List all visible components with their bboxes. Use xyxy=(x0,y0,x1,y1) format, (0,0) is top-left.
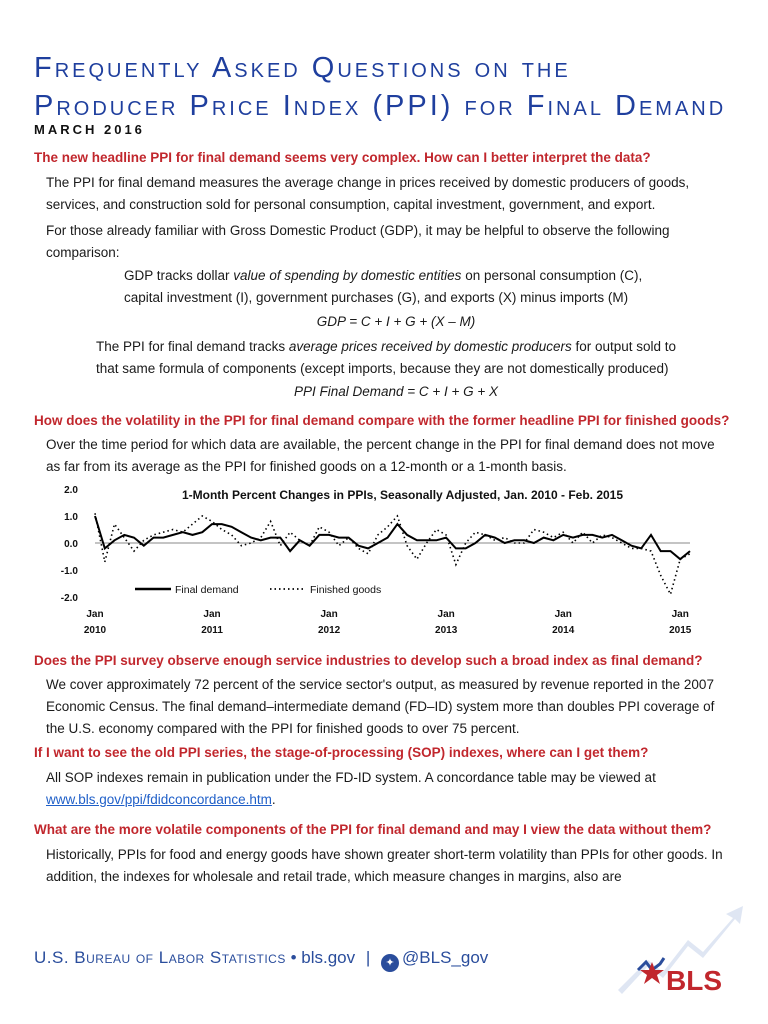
answer-text: . xyxy=(271,792,276,807)
ppi-equation: PPI Final Demand = C + I + G + X xyxy=(293,384,499,399)
footer xyxy=(34,948,488,972)
answer-paragraph: For those already familiar with Gross Domestic Product (GDP), it may be helpful to observe the following comparison: xyxy=(46,223,670,260)
ppi-text: for output sold to that same formula of components (except imports, because they are not domestically produced) xyxy=(96,339,677,376)
chart-lines xyxy=(95,513,690,594)
x-tick-label: Jan xyxy=(320,609,338,620)
chart-axes xyxy=(61,485,692,636)
ppi-emphasis: average prices received by domestic producers xyxy=(288,339,572,354)
chart-legend xyxy=(135,584,381,596)
gdp-text: on personal consumption (C), capital investment (I), government purchases (G), and exports (X) minus imports (M) xyxy=(124,268,643,305)
y-tick-label: 1.0 xyxy=(64,512,78,523)
gdp-text: GDP tracks dollar xyxy=(124,268,234,283)
x-tick-label: 2014 xyxy=(552,625,575,636)
publication-date: MARCH 2016 xyxy=(34,122,145,137)
x-tick-label: 2013 xyxy=(435,625,458,636)
answer-paragraph: The PPI for final demand measures the average change in prices received by domestic producers of goods, services, and construction sold for personal consumption, capital investment, government, and export. xyxy=(46,175,690,212)
footer-agency: U.S. Bureau of Labor Statistics xyxy=(34,948,286,967)
series-line-0 xyxy=(95,516,690,559)
x-tick-label: Jan xyxy=(671,609,689,620)
y-tick-label: 0.0 xyxy=(64,539,78,550)
legend-label: Finished goods xyxy=(310,584,382,596)
ppi-comparison xyxy=(96,336,696,380)
question-volatile-components: What are the more volatile components of the PPI for final demand and may I view the data without them? xyxy=(34,822,712,837)
logo-text: BLS xyxy=(666,965,722,996)
title-line-1: Frequently Asked Questions on the xyxy=(34,52,571,84)
y-tick-label: -2.0 xyxy=(60,593,78,604)
series-line-1 xyxy=(95,513,690,594)
twitter-icon[interactable]: ✦ xyxy=(381,954,399,972)
x-tick-label: 2011 xyxy=(201,625,223,636)
question-interpretation: The new headline PPI for final demand seems very complex. How can I better interpret the data? xyxy=(34,150,651,165)
bls-logo xyxy=(608,900,748,1010)
question-service-coverage: Does the PPI survey observe enough service industries to develop such a broad index as final demand? xyxy=(34,653,703,668)
x-tick-label: 2012 xyxy=(317,625,341,636)
chart-title: 1-Month Percent Changes in PPIs, Seasonally Adjusted, Jan. 2010 - Feb. 2015 xyxy=(181,488,624,502)
twitter-handle-link[interactable]: @BLS_gov xyxy=(402,948,489,967)
answer-paragraph: We cover approximately 72 percent of the service sector's output, as measured by revenue reported in the 2007 Economic Census. The final demand–intermediate demand (FD–ID) system more than doubles PPI coverage of the U.S. economy compared with the PPI for finished goods to over 75 percent. xyxy=(46,677,715,736)
x-tick-label: 2010 xyxy=(83,625,107,636)
x-tick-label: Jan xyxy=(554,609,572,620)
y-tick-label: -1.0 xyxy=(60,566,78,577)
y-tick-label: 2.0 xyxy=(64,485,78,496)
gdp-equation: GDP = C + I + G + (X – M) xyxy=(316,314,476,329)
page-title xyxy=(34,50,726,126)
footer-divider: | xyxy=(365,948,371,967)
question-volatility: How does the volatility in the PPI for final demand compare with the former headline PPI for finished goods? xyxy=(34,413,730,428)
legend-label: Final demand xyxy=(175,584,239,596)
answer-paragraph: Over the time period for which data are available, the percent change in the PPI for final demand does not move as far from its average as the PPI for finished goods on a 12-month or a 1-month basis. xyxy=(46,437,715,474)
title-line-2: Producer Price Index (PPI) for Final Demand xyxy=(34,90,727,122)
gdp-comparison xyxy=(124,265,684,309)
answer-text: All SOP indexes remain in publication under the FD-ID system. A concordance table may be viewed at xyxy=(46,770,656,785)
x-tick-label: Jan xyxy=(437,609,455,620)
x-tick-label: Jan xyxy=(203,609,221,620)
question-old-series: If I want to see the old PPI series, the stage-of-processing (SOP) indexes, where can I get them? xyxy=(34,745,649,760)
x-tick-label: 2015 xyxy=(669,625,692,636)
footer-bullet: • xyxy=(290,948,297,967)
footer-site-link[interactable]: bls.gov xyxy=(301,948,356,967)
concordance-link[interactable]: www.bls.gov/ppi/fdidconcordance.htm xyxy=(46,792,272,807)
x-tick-label: Jan xyxy=(86,609,104,620)
ppi-chart xyxy=(40,480,710,640)
ppi-text: The PPI for final demand tracks xyxy=(96,339,289,354)
gdp-emphasis: value of spending by domestic entities xyxy=(233,268,462,283)
answer-paragraph: Historically, PPIs for food and energy goods have shown greater short-term volatility than PPIs for other goods. In addition, the indexes for wholesale and retail trade, which measure changes in margins, also are xyxy=(46,847,723,884)
answer-paragraph xyxy=(46,767,726,811)
